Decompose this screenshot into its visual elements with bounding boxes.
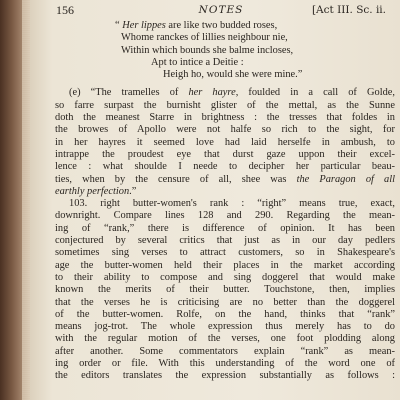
quoted-verse	[55, 20, 395, 81]
text-run: earthly perfection	[55, 185, 130, 197]
note-103	[55, 198, 395, 382]
verse-line	[55, 57, 395, 69]
text-line	[55, 370, 395, 382]
text-line	[55, 174, 395, 186]
running-title: NOTES	[198, 4, 244, 16]
text-run: downright. Compare lines 128 and 290. Regarding the mean-	[55, 210, 395, 222]
text-line	[55, 235, 395, 247]
text-run: the Paragon of all	[296, 173, 395, 185]
text-run: (e) “The tramelles of	[69, 87, 189, 99]
book-page	[30, 0, 400, 400]
text-line	[55, 358, 395, 370]
verse-line	[55, 32, 395, 44]
text-line	[55, 100, 395, 112]
text-line	[55, 260, 395, 272]
text-run: Within which bounds she balme incloses,	[121, 44, 294, 56]
text-run: conjectured by several critics that just as in our day pedlers	[55, 235, 395, 247]
text-line	[55, 112, 395, 124]
text-run: 103. right butter-women's rank : “right” means true, exact,	[69, 198, 395, 210]
text-line	[55, 321, 395, 333]
text-line	[55, 247, 395, 259]
text-run: with the regular motion of the verses, one foot plodding along	[55, 333, 395, 345]
page-number: 156	[56, 3, 74, 17]
text-run: so farre surpast the burnisht glister of the mettal, as the Sunne	[55, 99, 395, 111]
text-line	[55, 124, 395, 136]
text-run: to their ability to compose and sing doggerel that would make	[55, 271, 395, 283]
text-line	[55, 333, 395, 345]
text-line	[55, 87, 395, 99]
text-run: Whome ranckes of lillies neighbour nie,	[121, 32, 288, 44]
paragraph-e	[55, 87, 395, 198]
text-run: that the verses he is criticising are no better than the doggerel	[55, 296, 395, 308]
text-run: ing order or file. With this understanding of the word one of	[55, 358, 395, 370]
text-run: “	[115, 20, 123, 31]
text-run: of the butter-women. Rolfe, on the hand, thinks that “rank”	[55, 308, 395, 320]
book-gutter	[0, 0, 30, 400]
text-run: ing of “rank,” there is difference of opinion. It has been	[55, 222, 395, 234]
text-line	[55, 198, 395, 210]
text-line	[55, 186, 395, 198]
text-line	[55, 309, 395, 321]
text-run: intrappe the proudest eye that durst gaze uppon their excel-	[55, 148, 395, 160]
text-run: Apt to intice a Deitie :	[151, 56, 244, 68]
text-run: after another. Some commentators explain “rank” as mean-	[55, 345, 395, 357]
text-run: lence : what shoulde I neede to decipher her particular beau-	[55, 161, 395, 173]
text-run: means jog-trot. The whole expression thus merely has to do	[55, 321, 395, 333]
text-run: known the merits of their butter. Touchstone, then, implies	[55, 284, 395, 296]
text-line	[55, 297, 395, 309]
verse-line	[55, 45, 395, 57]
text-run: doth the meanest Starre in brightness : the tresses that foldes in	[55, 112, 395, 124]
text-line	[55, 210, 395, 222]
text-run: her hayre	[188, 87, 236, 99]
text-line	[55, 346, 395, 358]
page-body	[55, 20, 395, 383]
text-run: .”	[129, 185, 137, 197]
text-run: Her lippes	[122, 20, 166, 31]
text-run: are like two budded roses,	[165, 20, 278, 31]
text-run: the editors translates the expression substantially as follows :	[55, 370, 395, 382]
text-run: age the butter-women held their places in the market according	[55, 259, 395, 271]
text-run: , foulded in a call of Golde,	[235, 87, 395, 99]
text-run: Heigh ho, would she were mine.”	[163, 69, 303, 81]
text-line	[55, 272, 395, 284]
text-run: in her hayres it seemed love had laid herselfe in ambush, to	[55, 136, 395, 148]
running-header	[56, 3, 386, 19]
verse-line	[55, 20, 395, 32]
act-scene-reference: [Act III. Sc. ii.	[311, 4, 386, 16]
text-line	[55, 137, 395, 149]
text-line	[55, 161, 395, 173]
text-run: the browes of Apollo were not halfe so rich to the sight, for	[55, 124, 395, 136]
verse-line	[55, 69, 395, 81]
text-run: ties, when by the censure of all, shee was	[55, 173, 297, 185]
text-line	[55, 284, 395, 296]
text-line	[55, 223, 395, 235]
text-run: sometimes sing verses to attract customers, so in Shakespeare's	[55, 247, 395, 259]
text-line	[55, 149, 395, 161]
